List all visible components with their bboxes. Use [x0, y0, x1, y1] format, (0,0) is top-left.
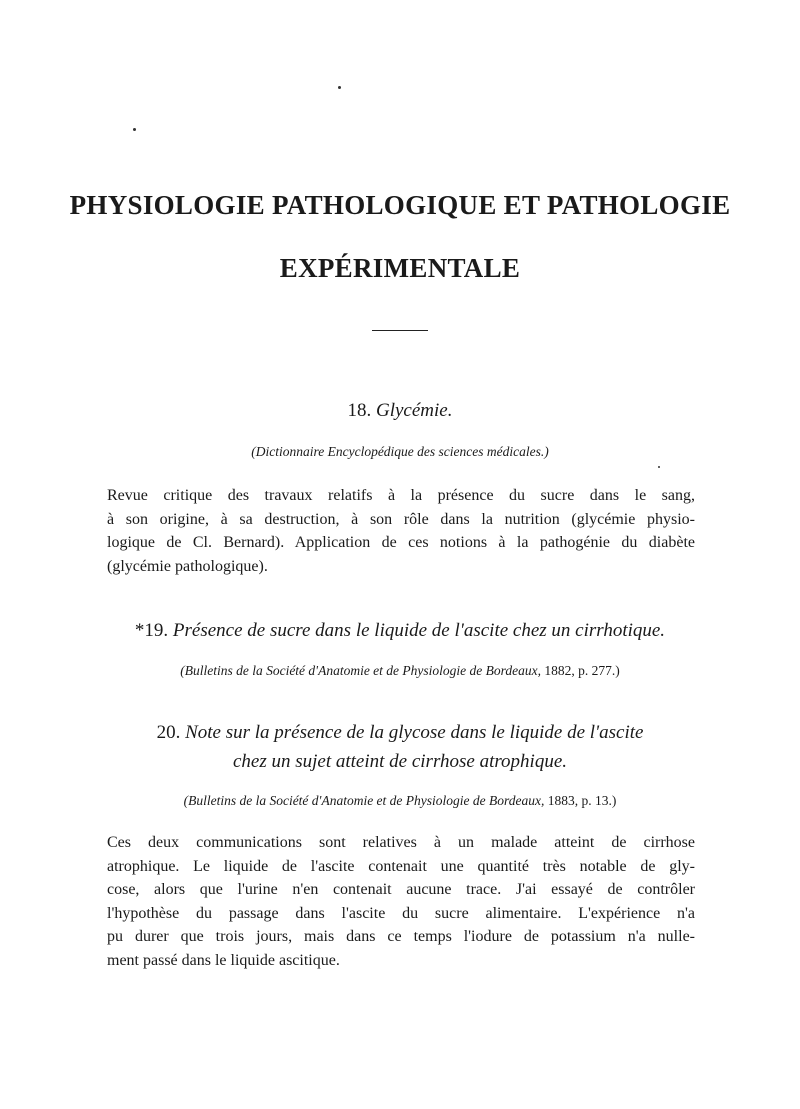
scan-speck: [338, 86, 341, 89]
entry-18-source: (Dictionnaire Encyclopédique des sciences médicales.): [251, 444, 549, 459]
paragraph-line: à son origine, à sa destruction, à son rôle dans la nutrition (glycémie physio-: [107, 510, 695, 528]
paragraph-line: l'hypothèse du passage dans l'ascite du sucre alimentaire. L'expérience n'a: [107, 904, 695, 922]
source-page-ref: 1883, p. 13.): [544, 793, 617, 808]
entry-number: *19.: [134, 620, 169, 641]
paragraph-line: atrophique. Le liquide de l'ascite contenait une quantité très notable de gly-: [107, 857, 695, 875]
paragraph-line: ment passé dans le liquide ascitique.: [107, 951, 340, 969]
entry-number: 20.: [156, 722, 181, 743]
paragraph-line: logique de Cl. Bernard). Application de ces notions à la pathogénie du diabète: [107, 534, 695, 551]
page-heading-line2: EXPÉRIMENTALE: [279, 253, 521, 283]
paragraph-line: Ces deux communications sont relatives à un malade atteint de cirrhose: [107, 834, 695, 851]
paragraph-line: Revue critique des travaux relatifs à la présence du sucre dans le sang,: [107, 487, 695, 504]
source-page-ref: 1882, p. 277.): [541, 663, 620, 678]
page-heading-line1: PHYSIOLOGIE PATHOLOGIQUE ET PATHOLOGIE: [69, 190, 731, 220]
paragraph-line: pu durer que trois jours, mais dans ce temps l'iodure de potassium n'a nulle-: [107, 928, 695, 945]
entry-20-title-line2: [0, 751, 800, 773]
entry-number: 18.: [347, 400, 372, 421]
entry-20-paragraph: [107, 831, 695, 972]
entry-title-text: Note sur la présence de la glycose dans le liquide de l'ascite: [185, 722, 644, 743]
entry-title-text: Glycémie.: [376, 400, 453, 421]
scan-speck: [658, 466, 660, 468]
entry-18-paragraph: [107, 484, 695, 578]
entry-18-title: [0, 400, 800, 422]
entry-20-title: [0, 722, 800, 744]
entry-title-text: chez un sujet atteint de cirrhose atrophique.: [232, 751, 568, 772]
paragraph-line: (glycémie pathologique).: [107, 557, 268, 575]
entry-20-source: [0, 793, 800, 809]
heading-divider: [372, 330, 428, 331]
scan-speck: [133, 128, 136, 131]
source-citation: (Bulletins de la Société d'Anatomie et de Physiologie de Bordeaux,: [183, 793, 545, 808]
entry-title-text: Présence de sucre dans le liquide de l'ascite chez un cirrhotique.: [172, 620, 666, 641]
paragraph-line: cose, alors que l'urine n'en contenait aucune trace. J'ai essayé de contrôler: [107, 881, 695, 898]
entry-19-title: [0, 620, 800, 642]
entry-19-source: [0, 663, 800, 679]
source-citation: (Bulletins de la Société d'Anatomie et de Physiologie de Bordeaux,: [180, 663, 542, 678]
